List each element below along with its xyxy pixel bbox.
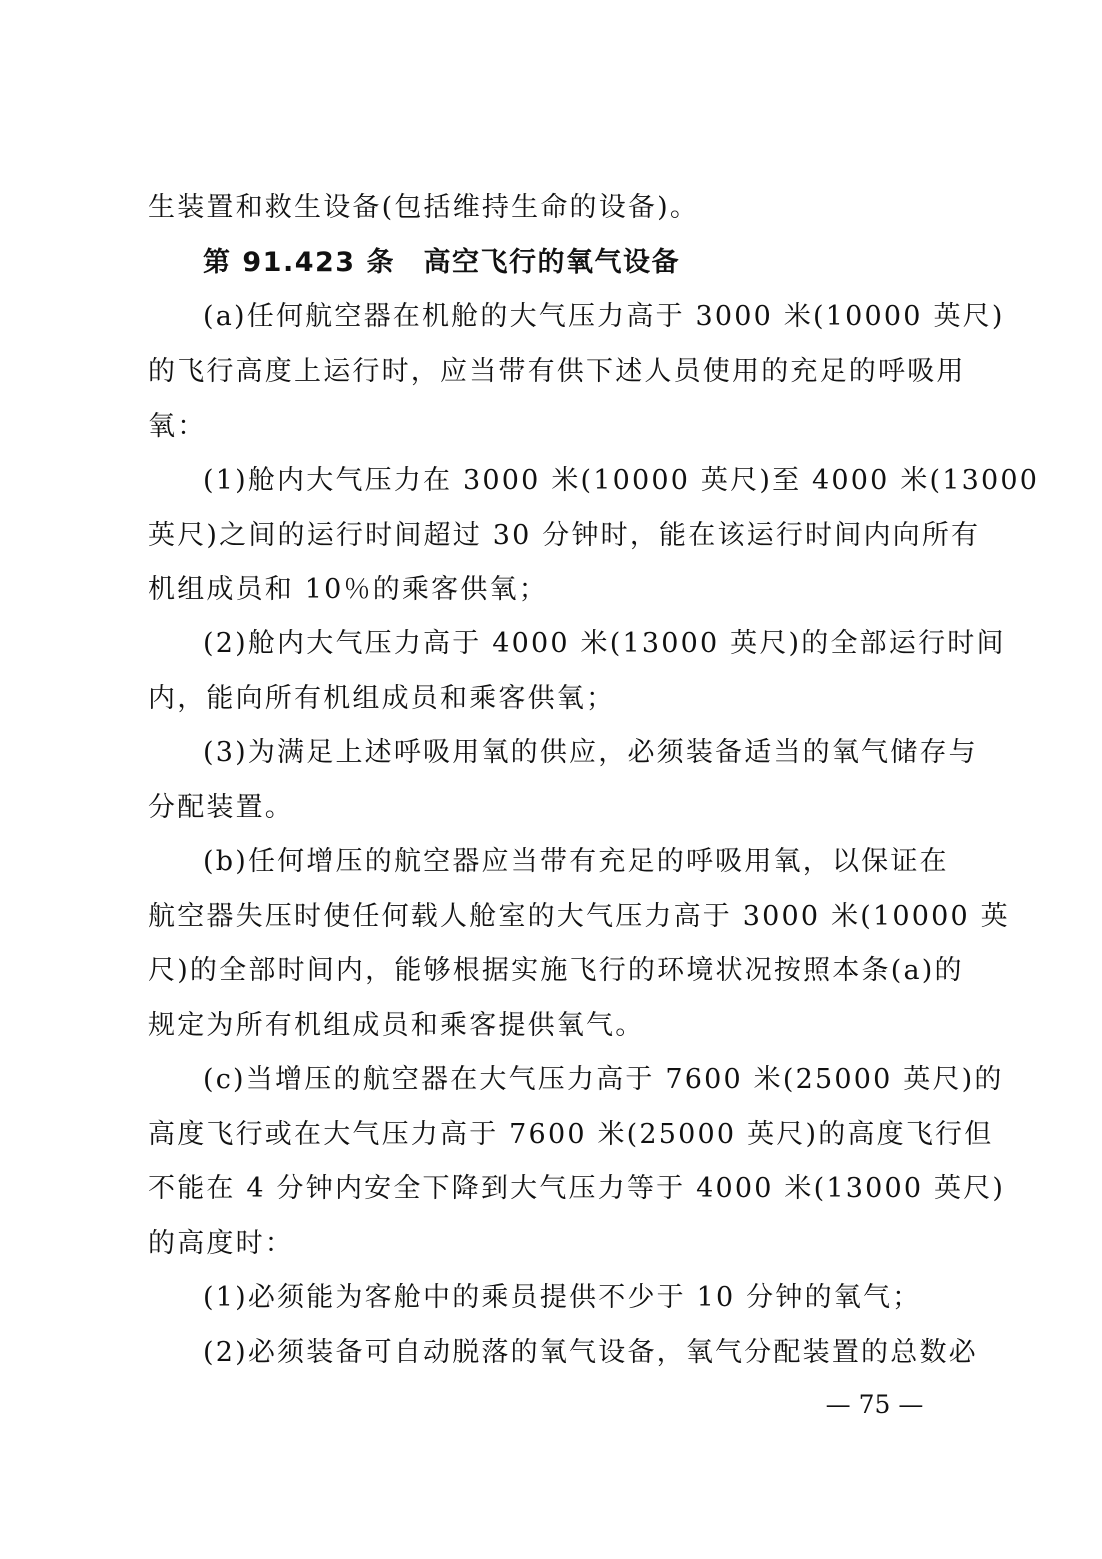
paragraph-line: (1)舱内大气压力在 3000 米(10000 英尺)至 4000 米(13000 xyxy=(203,465,1040,496)
paragraph-line: 不能在 4 分钟内安全下降到大气压力等于 4000 米(13000 英尺) xyxy=(148,1173,1006,1204)
paragraph-line: 航空器失压时使任何载人舱室的大气压力高于 3000 米(10000 英 xyxy=(148,901,1010,932)
paragraph-line: 规定为所有机组成员和乘客提供氧气。 xyxy=(148,1010,645,1041)
paragraph-line: 生装置和救生设备(包括维持生命的设备)。 xyxy=(148,192,700,223)
paragraph-line: 氧： xyxy=(148,411,207,442)
paragraph-line: 的高度时： xyxy=(148,1228,294,1259)
paragraph-line: (3)为满足上述呼吸用氧的供应，必须装备适当的氧气储存与 xyxy=(203,737,978,768)
paragraph-line: (2)舱内大气压力高于 4000 米(13000 英尺)的全部运行时间 xyxy=(203,628,1006,659)
paragraph-line: 的飞行高度上运行时，应当带有供下述人员使用的充足的呼吸用 xyxy=(148,356,966,387)
page-number: — 75 — xyxy=(825,1390,924,1419)
paragraph-line: 高度飞行或在大气压力高于 7600 米(25000 英尺)的高度飞行但 xyxy=(148,1119,994,1150)
paragraph-line: 内，能向所有机组成员和乘客供氧； xyxy=(148,683,616,714)
paragraph-line: 分配装置。 xyxy=(148,792,294,823)
paragraph-line: (a)任何航空器在机舱的大气压力高于 3000 米(10000 英尺) xyxy=(203,301,1005,332)
paragraph-line: (b)任何增压的航空器应当带有充足的呼吸用氧，以保证在 xyxy=(203,846,949,877)
paragraph-line: 英尺)之间的运行时间超过 30 分钟时，能在该运行时间内向所有 xyxy=(148,520,981,551)
paragraph-line: 机组成员和 10％的乘客供氧； xyxy=(148,574,548,605)
paragraph-line: 尺)的全部时间内，能够根据实施飞行的环境状况按照本条(a)的 xyxy=(148,955,964,986)
paragraph-line: (1)必须能为客舱中的乘员提供不少于 10 分钟的氧气； xyxy=(203,1282,922,1313)
section-heading: 第 91.423 条 高空飞行的氧气设备 xyxy=(203,247,680,278)
paragraph-line: (c)当增压的航空器在大气压力高于 7600 米(25000 英尺)的 xyxy=(203,1064,1004,1095)
paragraph-line: (2)必须装备可自动脱落的氧气设备，氧气分配装置的总数必 xyxy=(203,1337,978,1368)
